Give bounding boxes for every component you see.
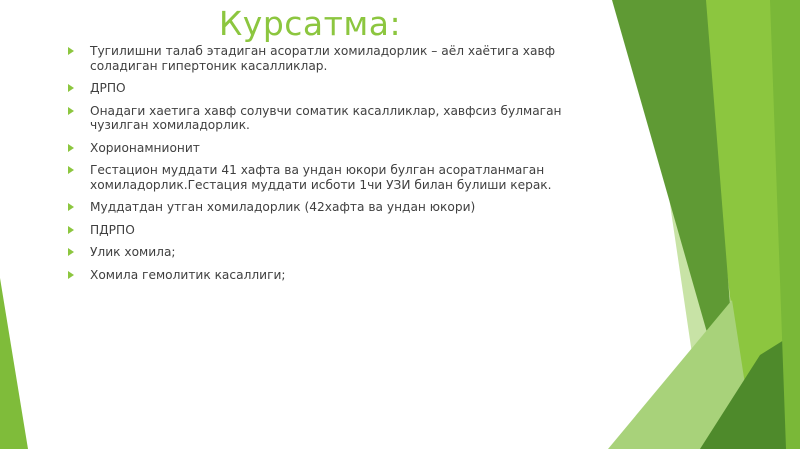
bullet-arrow-icon <box>68 271 74 279</box>
list-item <box>68 44 608 73</box>
bullet-text: ДРПО <box>90 81 126 95</box>
bullet-text: Улик хомила; <box>90 245 176 259</box>
bullet-text: Гестацион муддати 41 хафта ва ундан юкори булган асоратланмаган хомиладорлик.Гестация муддати исботи 1чи УЗИ билан булиши керак. <box>90 163 552 192</box>
slide-title: Курсатма: <box>218 4 402 43</box>
list-item <box>68 223 608 238</box>
list-item <box>68 163 608 192</box>
bullet-arrow-icon <box>68 144 74 152</box>
list-item <box>68 200 608 215</box>
bullet-arrow-icon <box>68 203 74 211</box>
bullet-text: Онадаги хаетига хавф солувчи соматик касалликлар, хавфсиз булмаган чузилган хомиладорлик. <box>90 103 562 132</box>
list-item <box>68 245 608 260</box>
bullet-arrow-icon <box>68 47 74 55</box>
list-item <box>68 104 608 133</box>
bullet-arrow-icon <box>68 107 74 115</box>
bullet-text: Хорионамнионит <box>90 140 200 155</box>
list-item <box>68 81 608 96</box>
bullet-text: ПДРПО <box>90 222 135 237</box>
bullet-arrow-icon <box>68 248 74 256</box>
bullet-text: Муддатдан утган хомиладорлик (42хафта ва ундан юкори) <box>90 200 476 214</box>
left-edge-shape <box>0 278 28 449</box>
bullet-list <box>68 44 608 290</box>
bullet-arrow-icon <box>68 226 74 234</box>
bullet-text: Хомила гемолитик касаллиги; <box>90 267 286 282</box>
bullet-arrow-icon <box>68 84 74 92</box>
bullet-text: Тугилишни талаб этадиган асоратли хомиладорлик – аёл хаётига хавф соладиган гипертоник касалликлар. <box>90 44 556 73</box>
list-item <box>68 141 608 156</box>
bullet-arrow-icon <box>68 166 74 174</box>
list-item <box>68 268 608 283</box>
